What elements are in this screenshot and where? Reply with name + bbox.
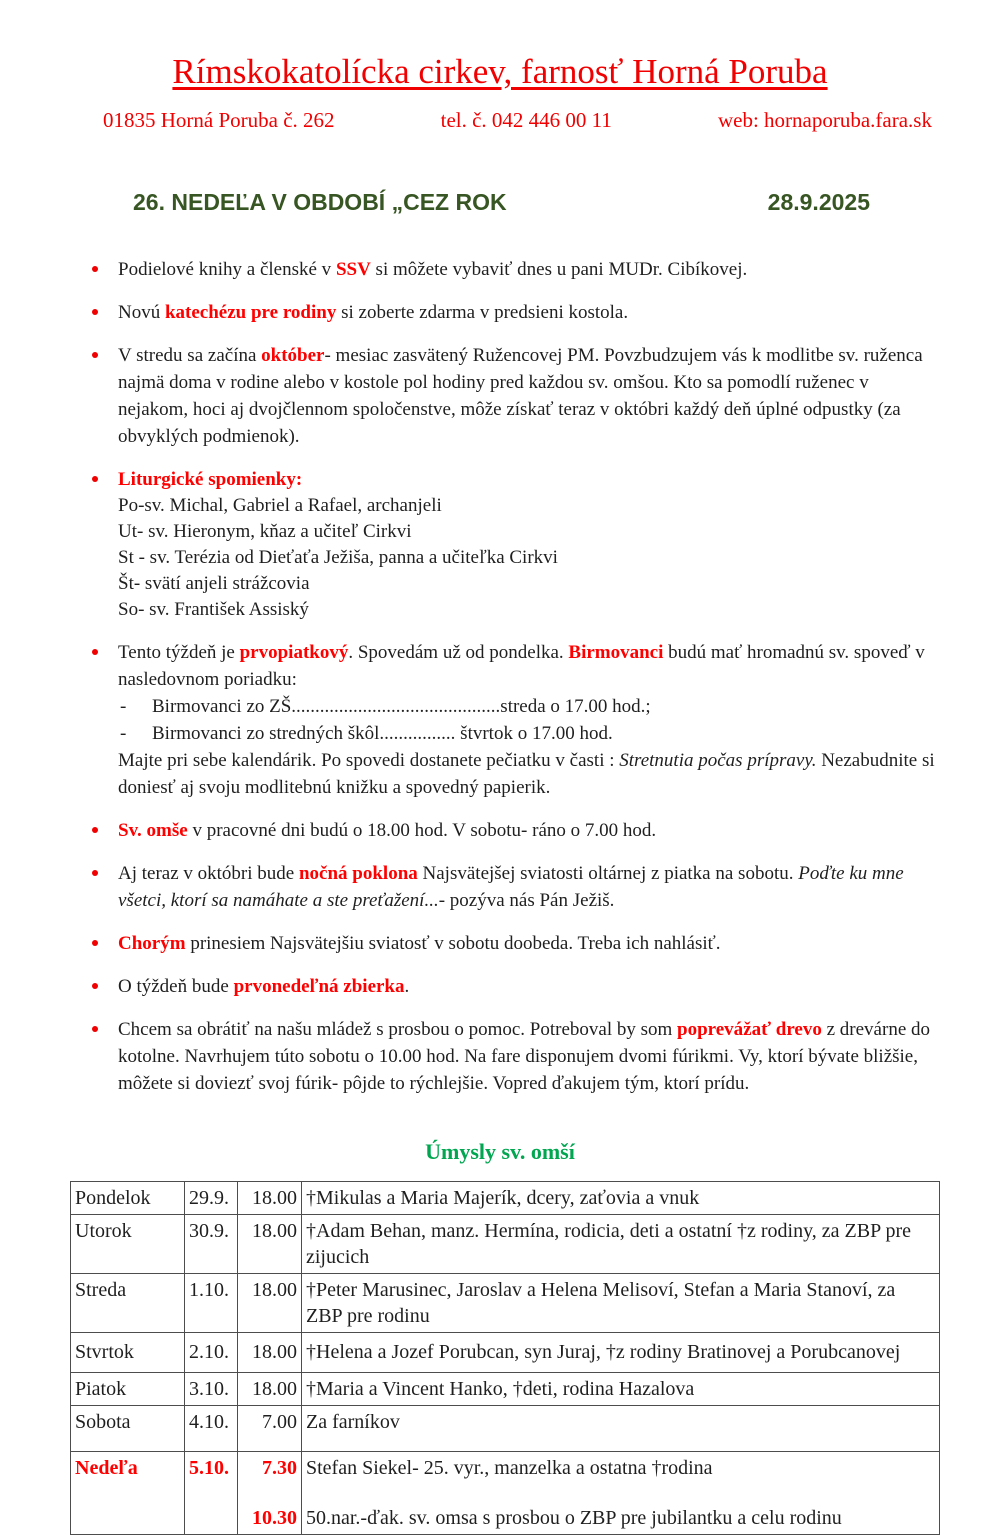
announcement-text: Podielové knihy a členské v	[118, 259, 336, 280]
contact-address: 01835 Horná Poruba č. 262	[103, 108, 335, 132]
announcement-text: Novú	[118, 302, 165, 323]
mass-time-cell: 18.00	[238, 1333, 302, 1373]
confession-schedule-text: Birmovanci zo stredných škôl................ štvrtok o 17.00 hod.	[152, 723, 613, 744]
announcement-emphasis: október	[261, 345, 325, 366]
announcement-line	[118, 860, 938, 914]
announcement-text: si zoberte zdarma v predsieni kostola.	[336, 302, 629, 323]
mass-time: 10.30	[252, 1507, 297, 1529]
announcement-line	[118, 817, 938, 844]
announcement-text: Najsvätejšej sviatosti oltárnej z piatka na sobotu.	[417, 863, 799, 884]
announcement-line	[118, 342, 938, 450]
mass-intention: 50.nar.-ďak. sv. omsa s prosbou o ZBP pre jubilantku a celu rodinu	[306, 1507, 842, 1529]
mass-row	[71, 1406, 940, 1452]
announcement-text: Tento týždeň je	[118, 642, 240, 663]
liturgical-memorial-line: Ut- sv. Hieronym, kňaz a učiteľ Cirkvi	[118, 521, 412, 542]
announcement-text: Chcem sa obrátiť na našu mládež s prosbou o pomoc. Potreboval by som	[118, 1019, 678, 1040]
mass-date-cell: 29.9.	[185, 1182, 238, 1215]
dash-marker: -	[120, 723, 127, 744]
announcement-item	[0, 466, 1000, 623]
announcement-text: Nezabudnite si doniesť aj svoju modlitebnú knižku a spovedný papierik.	[118, 750, 935, 798]
announcement-emphasis: SSV	[335, 259, 371, 280]
mass-intention-cell: †Helena a Jozef Porubcan, syn Juraj, †z rodiny Bratinovej a Porubcanovej	[302, 1333, 940, 1373]
liturgical-memorial-line: Po-sv. Michal, Gabriel a Rafael, archanjeli	[118, 495, 442, 516]
mass-intention-cell: †Peter Marusinec, Jaroslav a Helena Melisoví, Stefan a Maria Stanoví, za ZBP pre rodinu	[302, 1274, 940, 1333]
mass-time-cell	[238, 1452, 302, 1535]
mass-day-cell: Piatok	[71, 1373, 185, 1406]
mass-date-cell: 3.10.	[185, 1373, 238, 1406]
announcement-emphasis: Sv. omše	[118, 820, 188, 841]
announcement-text: . Spovedám už od pondelka.	[348, 642, 569, 663]
announcement-line	[118, 973, 938, 1000]
announcement-line	[118, 256, 938, 283]
mass-time-cell: 18.00	[238, 1182, 302, 1215]
spacer	[242, 1481, 297, 1505]
announcement-emphasis: poprevážať drevo	[677, 1019, 822, 1040]
announcement-emphasis: Birmovanci	[568, 642, 664, 663]
announcement-item	[0, 1016, 1000, 1097]
confession-schedule-text: Birmovanci zo ZŠ............................................streda o 17.00 hod.;	[152, 696, 651, 717]
announcement-text: z drevárne do kotolne. Navrhujem túto sobotu o 10.00 hod. Na fare disponujem dvomi fúrikmi. Vy, ktorí bývate bližšie, môžete si doviezť svoj fúrik- pôjde to rýchlejšie. Vopred ďakujem tým, ktorí prídu.	[118, 1019, 930, 1094]
announcement-emphasis: Stretnutia počas prípravy.	[619, 750, 817, 771]
mass-row	[71, 1373, 940, 1406]
announcement-text: - mesiac zasvätený Ružencovej PM. Povzbudzujem vás k modlitbe sv. ruženca najmä doma v rodine alebo v kostole pol hodiny pred každou sv. omšou. Kto sa pomodlí ruženec v nejakom, hoci aj dvojčlennom spoločenstve, môže získať teraz v októbri každý deň úplné odpustky (za obvyklých podmienok).	[118, 345, 923, 447]
dash-marker: -	[120, 696, 127, 717]
mass-intention-cell: †Maria a Vincent Hanko, †deti, rodina Hazalova	[302, 1373, 940, 1406]
sunday-heading-row	[133, 189, 870, 216]
mass-date-cell: 1.10.	[185, 1274, 238, 1333]
mass-time: 7.30	[262, 1457, 297, 1479]
mass-time-cell: 18.00	[238, 1373, 302, 1406]
announcement-item	[0, 930, 1000, 957]
mass-date-cell: 30.9.	[185, 1215, 238, 1274]
mass-row	[71, 1274, 940, 1333]
mass-date-cell: 5.10.	[185, 1452, 238, 1535]
announcement-continuation	[118, 747, 938, 801]
announcement-item	[0, 639, 1000, 801]
announcement-text: .	[404, 976, 410, 997]
mass-intention-cell: †Mikulas a Maria Majerík, dcery, zaťovia a vnuk	[302, 1182, 940, 1215]
announcement-item	[0, 342, 1000, 450]
mass-row	[71, 1452, 940, 1535]
announcement-text: V stredu sa začína	[118, 345, 262, 366]
mass-day-cell: Stvrtok	[71, 1333, 185, 1373]
announcement-line	[118, 930, 938, 957]
mass-date-cell: 2.10.	[185, 1333, 238, 1373]
contact-row	[103, 108, 932, 133]
announcement-emphasis: Chorým	[118, 933, 186, 954]
mass-day-cell: Streda	[71, 1274, 185, 1333]
spacer	[306, 1481, 935, 1505]
announcement-line	[118, 299, 938, 326]
announcement-emphasis: katechézu pre rodiny	[164, 302, 337, 323]
mass-time-cell: 7.00	[238, 1406, 302, 1452]
liturgical-memorial-line: So- sv. František Assiský	[118, 599, 309, 620]
announcement-text: Aj teraz v októbri bude	[118, 863, 299, 884]
mass-intention-cell: †Adam Behan, manz. Hermína, rodicia, deti a ostatní †z rodiny, za ZBP pre zijucich	[302, 1215, 940, 1274]
announcement-text: budú mať hromadnú sv. spoveď v nasledovnom poriadku:	[118, 642, 925, 690]
announcement-text: v pracovné dni budú o 18.00 hod. V sobotu- ráno o 7.00 hod.	[187, 820, 657, 841]
mass-intentions-table	[70, 1181, 940, 1535]
mass-day-cell: Nedeľa	[71, 1452, 185, 1535]
mass-intention-cell: Za farníkov	[302, 1406, 940, 1452]
mass-day-cell: Utorok	[71, 1215, 185, 1274]
mass-time-cell: 18.00	[238, 1274, 302, 1333]
mass-day-cell: Pondelok	[71, 1182, 185, 1215]
announcements-list	[0, 256, 1000, 1097]
liturgical-memorial-line: St - sv. Terézia od Dieťaťa Ježiša, panna a učiteľka Cirkvi	[118, 547, 558, 568]
announcement-text: O týždeň bude	[118, 976, 234, 997]
announcement-text: - pozýva nás Pán Ježiš.	[438, 890, 615, 911]
announcement-item	[0, 817, 1000, 844]
mass-time-cell: 18.00	[238, 1215, 302, 1274]
announcement-text: si môžete vybaviť dnes u pani MUDr. Cibíkovej.	[370, 259, 748, 280]
mass-row	[71, 1215, 940, 1274]
announcement-line	[118, 466, 938, 493]
mass-intentions-title: Úmysly sv. omší	[425, 1139, 575, 1164]
announcement-item	[0, 860, 1000, 914]
announcement-line	[118, 639, 938, 693]
announcement-emphasis: prvopiatkový	[239, 642, 349, 663]
mass-row	[71, 1182, 940, 1215]
announcement-item	[0, 256, 1000, 283]
confession-schedule-line	[118, 693, 938, 720]
contact-web: web: hornaporuba.fara.sk	[717, 108, 932, 132]
announcement-line	[118, 1016, 938, 1097]
announcement-emphasis: nočná poklona	[298, 863, 418, 884]
announcement-text: prinesiem Najsvätejšiu sviatosť v sobotu doobeda. Treba ich nahlásiť.	[185, 933, 721, 954]
announcement-item	[0, 973, 1000, 1000]
page-title: Rímskokatolícka cirkev, farnosť Horná Poruba	[172, 52, 828, 91]
announcement-text: Majte pri sebe kalendárik. Po spovedi dostanete pečiatku v časti :	[118, 750, 620, 771]
sunday-date: 28.9.2025	[767, 189, 870, 215]
liturgical-memorial-line: Št- svätí anjeli strážcovia	[118, 573, 310, 594]
announcement-emphasis: prvonedeľná zbierka	[233, 976, 405, 997]
mass-intention: Stefan Siekel- 25. vyr., manzelka a ostatna †rodina	[306, 1457, 713, 1479]
mass-intention-cell	[302, 1452, 940, 1535]
contact-phone: tel. č. 042 446 00 11	[440, 108, 612, 132]
mass-date-cell: 4.10.	[185, 1406, 238, 1452]
mass-day-cell: Sobota	[71, 1406, 185, 1452]
mass-row	[71, 1333, 940, 1373]
confession-schedule-line	[118, 720, 938, 747]
sunday-title: 26. NEDEĽA V OBDOBÍ „CEZ ROK	[133, 189, 507, 215]
announcement-emphasis: Liturgické spomienky:	[118, 469, 303, 490]
announcement-item	[0, 299, 1000, 326]
announcement-emphasis: Poďte ku mne všetci, ktorí sa namáhate a ste preťažení...	[118, 863, 904, 911]
